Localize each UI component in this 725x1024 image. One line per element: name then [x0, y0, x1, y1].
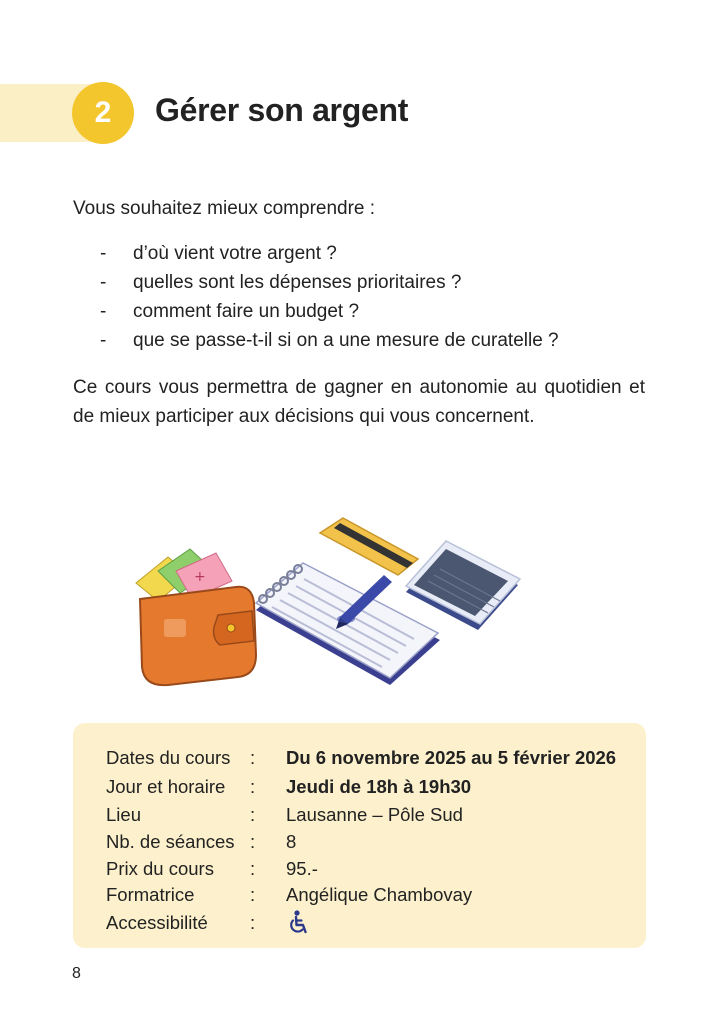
- info-value: 95.-: [286, 858, 318, 879]
- info-separator: :: [250, 858, 256, 879]
- info-separator: :: [250, 912, 256, 933]
- smartphone-icon: [406, 541, 520, 630]
- list-item-text: d’où vient votre argent ?: [133, 243, 337, 264]
- info-value: Jeudi de 18h à 19h30: [286, 776, 472, 797]
- intro-text: Vous souhaitez mieux comprendre :: [73, 198, 376, 219]
- section-number-badge: 2: [72, 82, 134, 144]
- info-label: Jour et horaire: [106, 776, 226, 797]
- info-separator: :: [250, 831, 256, 852]
- list-marker: -: [100, 243, 107, 264]
- page-title: Gérer son argent: [155, 92, 409, 128]
- info-separator: :: [250, 884, 256, 905]
- list-item: [100, 239, 559, 268]
- list-marker: -: [100, 301, 107, 322]
- info-value: Angélique Chambovay: [286, 884, 473, 905]
- page-number: 8: [72, 965, 81, 982]
- list-item: [100, 326, 559, 355]
- info-label: Accessibilité: [106, 912, 208, 933]
- info-value: 8: [286, 831, 297, 852]
- info-label: Formatrice: [106, 884, 195, 905]
- description-paragraph: Ce cours vous permettra de gagner en autonomie au quotidien et de mieux participer aux décisions qui vous concernent.: [73, 377, 645, 427]
- question-list: [100, 239, 559, 355]
- list-item: [100, 268, 559, 297]
- info-separator: :: [250, 776, 256, 797]
- info-label: Prix du cours: [106, 858, 214, 879]
- info-value: [286, 910, 310, 937]
- budget-illustration: [128, 515, 558, 695]
- info-value: Du 6 novembre 2025 au 5 février 2026: [286, 747, 617, 768]
- wheelchair-accessible-icon: [286, 910, 310, 936]
- info-label: Dates du cours: [106, 747, 231, 768]
- info-value: Lausanne – Pôle Sud: [286, 804, 463, 825]
- info-separator: :: [250, 804, 256, 825]
- list-item-text: quelles sont les dépenses prioritaires ?: [133, 272, 462, 293]
- credit-card-icon: [320, 518, 418, 575]
- info-label: Lieu: [106, 804, 141, 825]
- list-marker: -: [100, 330, 107, 351]
- wallet-icon: [136, 549, 256, 685]
- list-item-text: que se passe-t-il si on a une mesure de curatelle ?: [133, 330, 559, 351]
- list-item: [100, 297, 559, 326]
- list-marker: -: [100, 272, 107, 293]
- svg-text:+: +: [194, 569, 206, 585]
- info-separator: :: [250, 747, 256, 768]
- list-item-text: comment faire un budget ?: [133, 301, 360, 322]
- info-label: Nb. de séances: [106, 831, 235, 852]
